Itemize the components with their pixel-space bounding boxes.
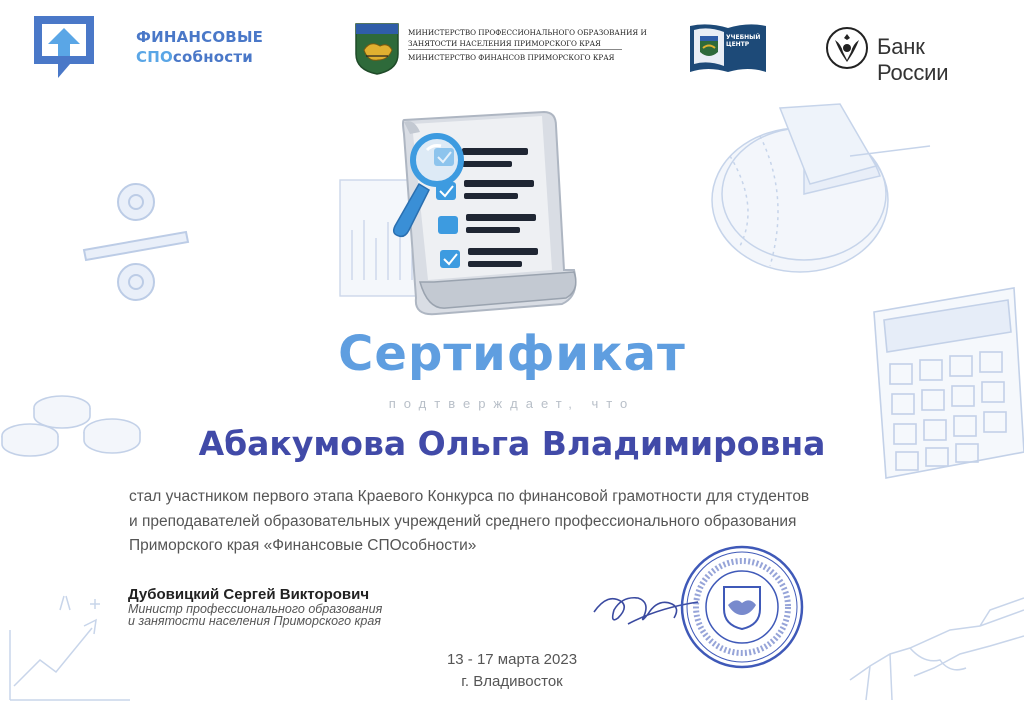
pie-chart-sketch-icon [700,96,950,286]
certificate-subtitle: подтверждает, что [388,396,636,411]
event-city: г. Владивосток [461,673,563,690]
ministry-divider [408,49,622,50]
certificate-title: Сертификат [338,326,686,382]
ministry-logo [350,20,650,80]
header-logos [0,0,1024,90]
ministry-text [408,27,647,63]
bank-name: Банк России [877,34,949,85]
bank-eagle-icon [825,26,869,70]
signer-position-line2: и занятости населения Приморского края [128,614,381,628]
ministry-line2: ЗАНЯТОСТИ НАСЕЛЕНИЯ ПРИМОРСКОГО КРАЯ [408,39,601,48]
financial-abilities-emblem-icon [28,12,100,82]
ministry-line3: МИНИСТЕРСТВО ФИНАНСОВ ПРИМОРСКОГО КРАЯ [408,53,615,62]
fs-logo-line2 [136,47,263,67]
event-date-location [0,649,1024,693]
bank-of-russia-logo [825,26,1000,85]
training-center-text [726,34,760,48]
signer-position-line1: Министр профессионального образования [128,602,383,616]
fs-logo-accent: СПО [136,48,173,66]
fs-logo-line1: ФИНАНСОВЫЕ [136,28,264,46]
training-center-line2: ЦЕНТР [726,41,750,48]
percent-sketch-icon [78,180,198,310]
fs-logo-rest: собности [172,48,253,66]
signer-name: Дубовицкий Сергей Викторович [128,586,370,603]
body-line: стал участником первого этапа Краевого Конкурса по финансовой грамотности для студентов [129,488,810,505]
signer-block [128,586,448,627]
training-center-book-icon [688,22,768,74]
ministry-line1: МИНИСТЕРСТВО ПРОФЕССИОНАЛЬНОГО ОБРАЗОВАНИЯ И [408,28,647,37]
coat-of-arms-icon [354,20,400,76]
financial-abilities-logo [28,12,298,82]
event-date: 13 - 17 марта 2023 [446,651,578,668]
training-center-line1: УЧЕБНЫЙ [726,34,761,41]
recipient-name: Абакумова Ольга Владимировна [198,424,826,463]
body-line: и преподавателей образовательных учреждений среднего профессионального образования [129,512,797,530]
body-line: Приморского края «Финансовые СПОсобности» [129,537,477,554]
magnifier-icon [385,130,475,240]
training-center-logo [688,22,768,74]
